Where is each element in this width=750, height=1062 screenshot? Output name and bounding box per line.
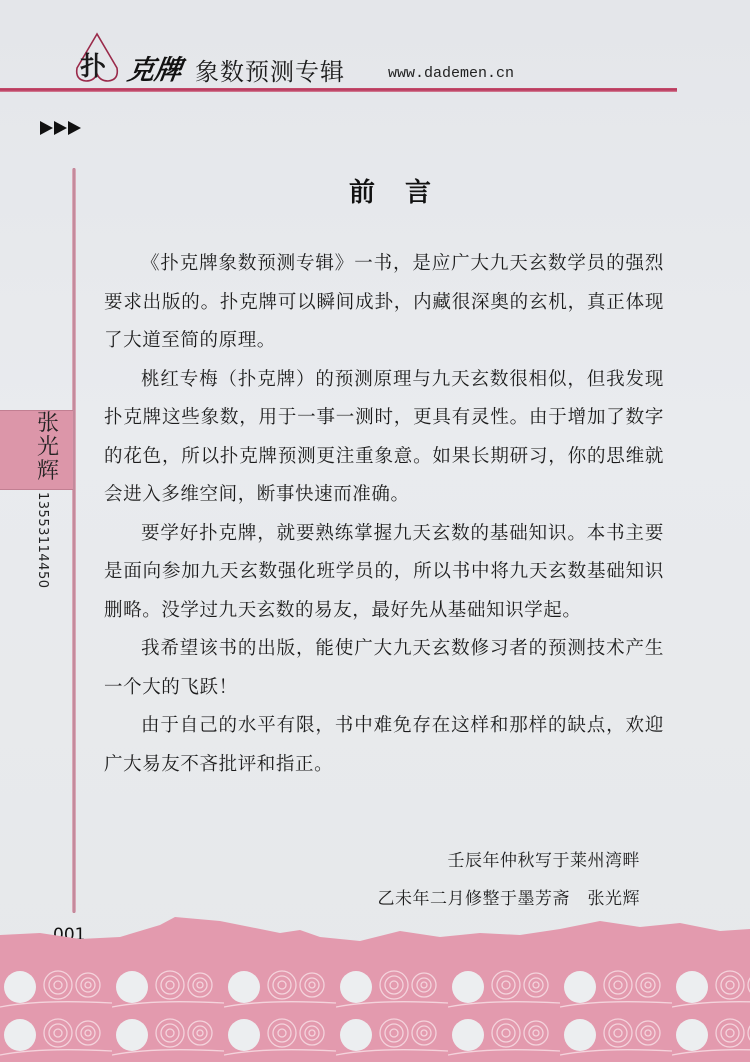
book-subtitle: 象数预测专辑 <box>195 58 345 86</box>
website-url: www.dademen.cn <box>388 65 515 82</box>
arrow-icon <box>68 121 81 135</box>
preface-body <box>104 245 664 784</box>
logo-char: 扑 <box>80 52 106 82</box>
paragraph: 桃红专梅（扑克牌）的预测原理与九天玄数很相似，但我发现扑克牌这些象数，用于一事一测时，更具有灵性。由于增加了数字的花色，所以扑克牌预测更注重象意。如果长期研习，你的思维就会进入多维空间，断事快速而准确。 <box>104 368 664 505</box>
header-divider <box>0 88 677 92</box>
triple-right-arrow-icon <box>40 121 81 135</box>
paragraph: 要学好扑克牌，就要熟练掌握九天玄数的基础知识。本书主要是面向参加九天玄数强化班学员的，所以书中将九天玄数基础知识删略。没学过九天玄数的易友，最好先从基础知识学起。 <box>104 522 664 621</box>
paragraph: 《扑克牌象数预测专辑》一书，是应广大九天玄数学员的强烈要求出版的。扑克牌可以瞬间成卦，内藏很深奥的玄机，真正体现了大道至简的原理。 <box>104 253 664 351</box>
author-phone: 13553114450 <box>35 492 50 589</box>
logo-script: 克牌 <box>125 55 184 86</box>
author-name-vertical <box>30 412 66 484</box>
author-char: 张 <box>36 411 59 436</box>
arrow-icon <box>40 121 53 135</box>
paragraph: 由于自己的水平有限，书中难免存在这样和那样的缺点，欢迎广大易友不吝批评和指正。 <box>104 715 664 775</box>
page-header <box>0 0 750 100</box>
margin-rule-inner <box>73 168 75 913</box>
paragraph: 我希望该书的出版，能使广大九天玄数修习者的预测技术产生一个大的飞跃！ <box>104 638 664 698</box>
page-title: 前言 <box>348 178 461 208</box>
cloud-pattern-footer <box>0 915 750 1062</box>
author-char: 辉 <box>36 459 59 484</box>
signature-line-2: 乙未年二月修整于墨芳斋 张光辉 <box>377 889 640 909</box>
page-number: 001 <box>53 925 86 945</box>
arrow-icon <box>54 121 67 135</box>
signature-line-1: 壬辰年仲秋写于莱州湾畔 <box>447 851 640 871</box>
author-char: 光 <box>36 435 59 460</box>
